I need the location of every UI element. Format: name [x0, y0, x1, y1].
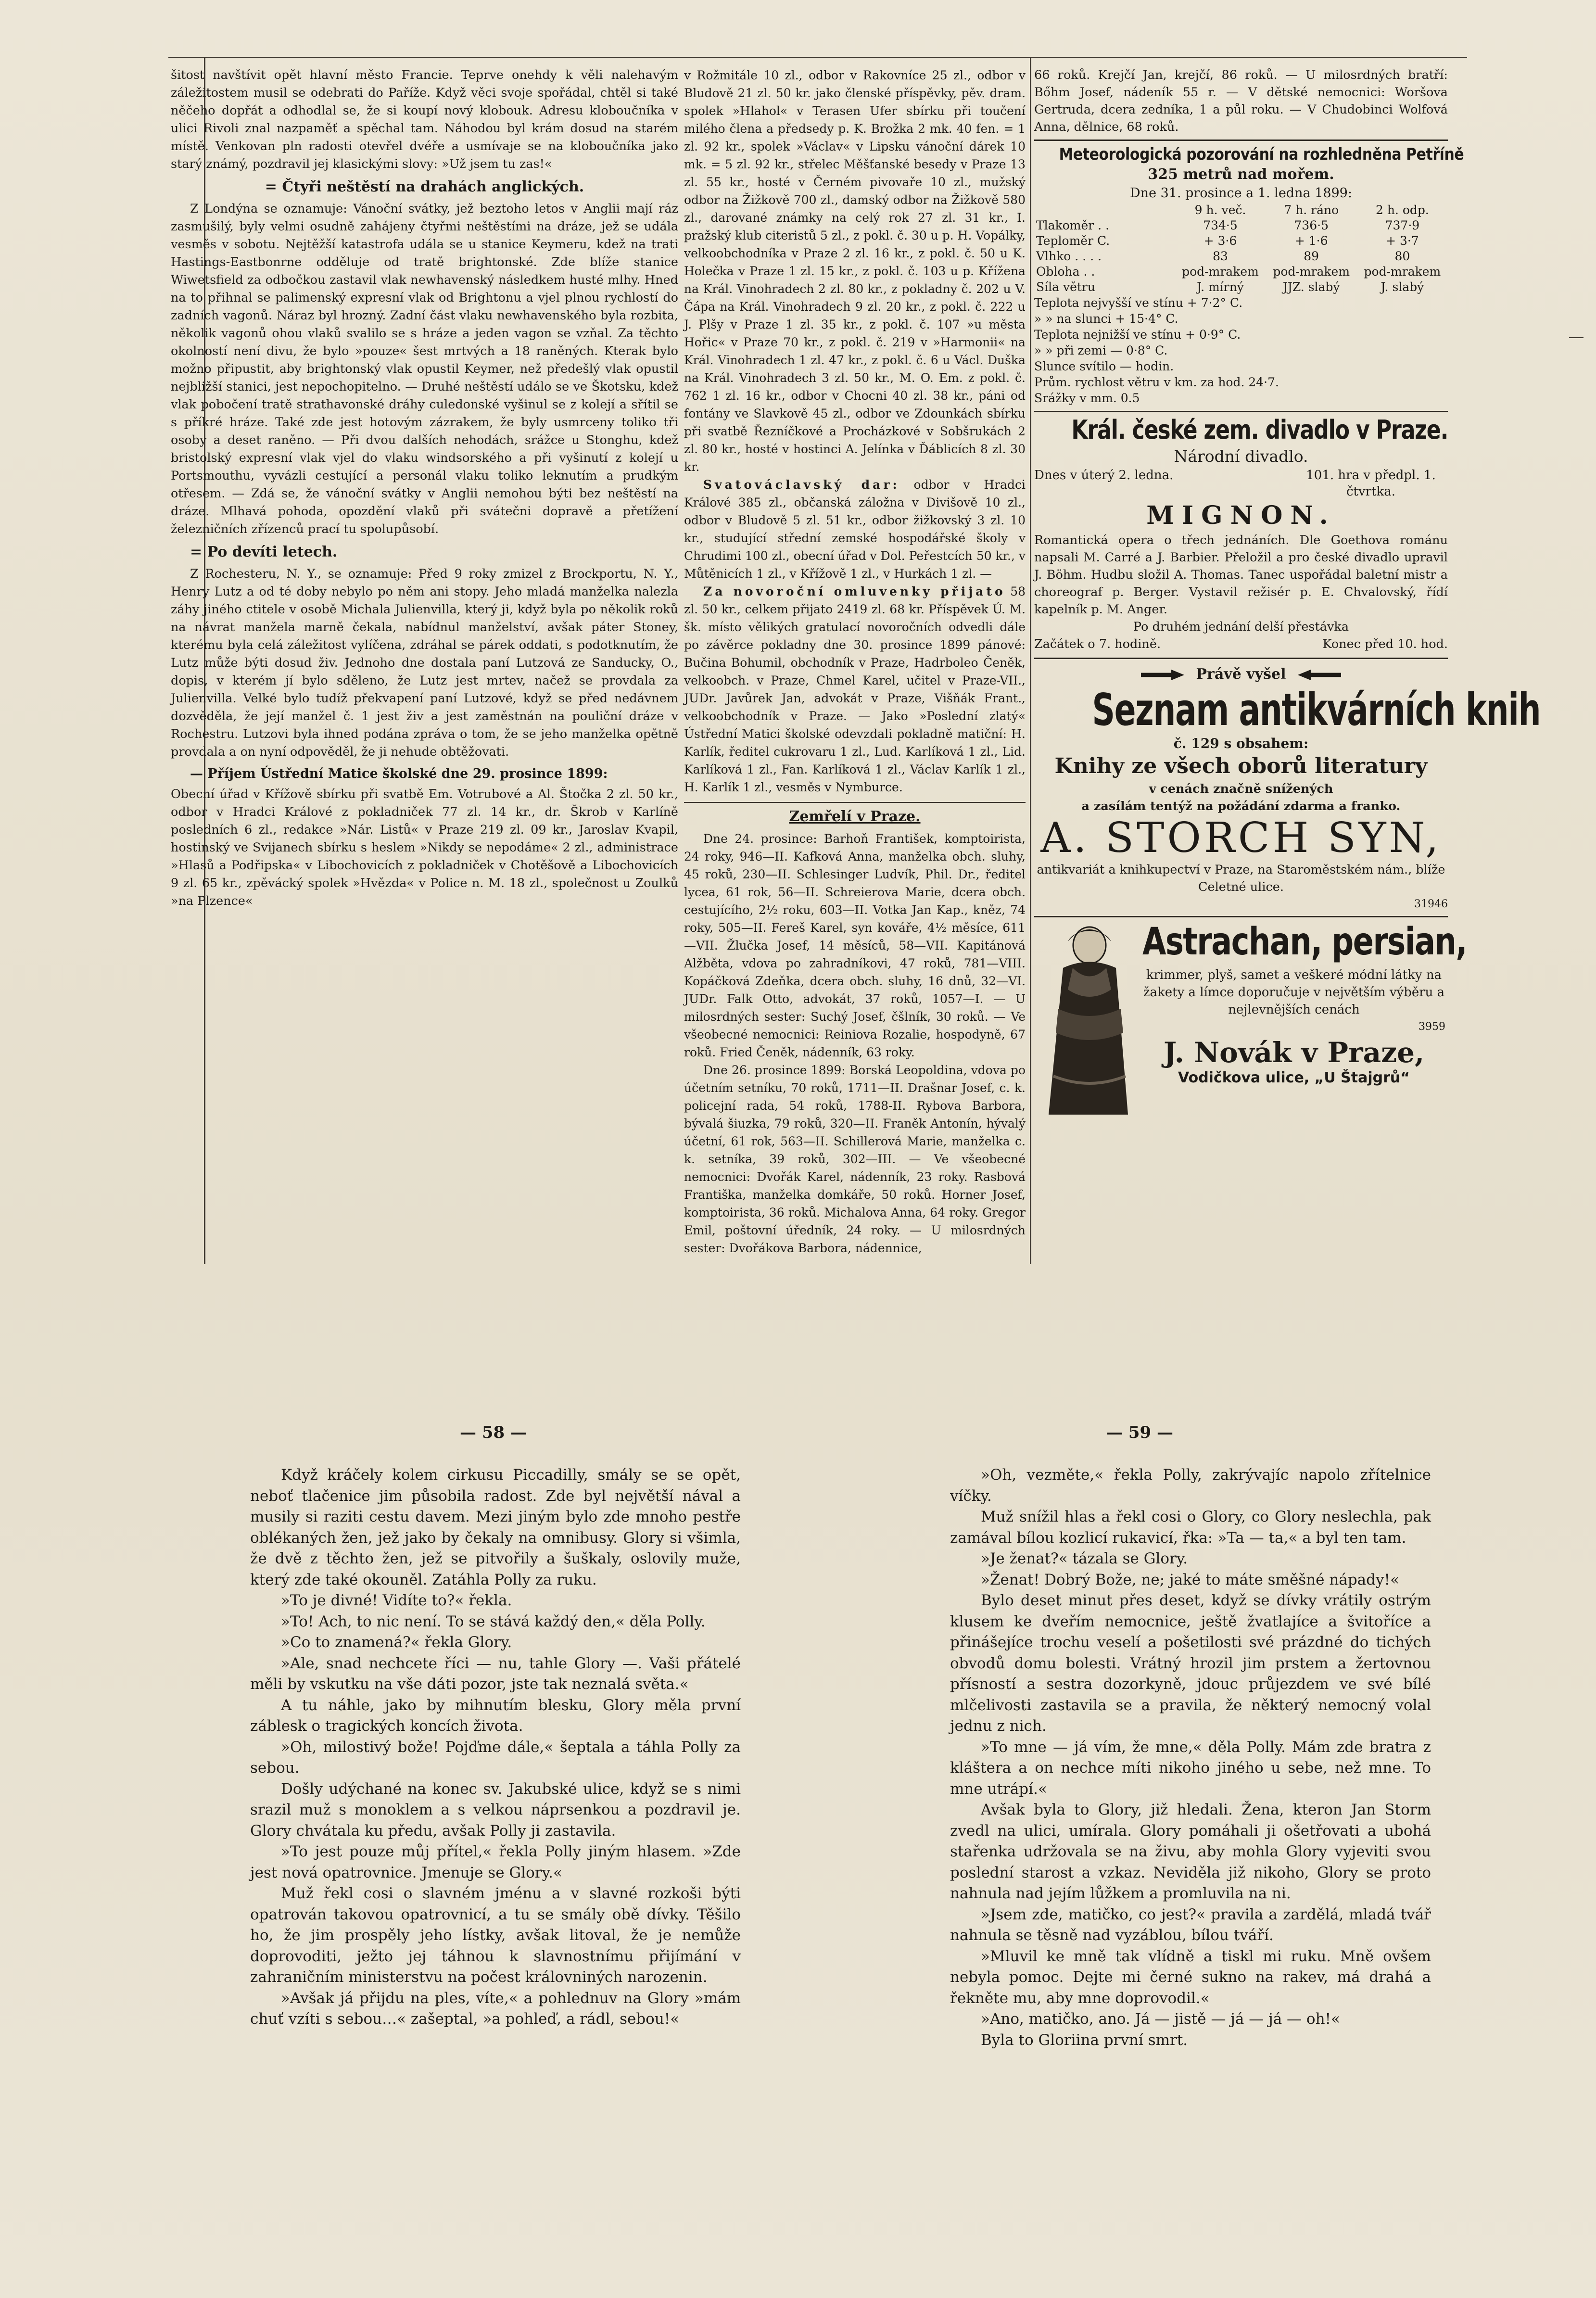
page-number-58: — 58 — — [460, 1423, 527, 1442]
paris-hat-story: šitost navštívit opět hlavní město Francie. Teprve onehdy k věli nalehavým záležitostem musil se odebrati do Paříže. Když věci svoje spořádal, chtěl si také něčeho dopřát a odhodlal se, že si koupí nový klobouk. Adresu kloboučníka v ulici Rivoli znal nazpaměť a spěchal tam. Náhodou byl krám dosud na starém místě. Venkovan pln radosti otevřel dvéře a usmívaje se na kloboučníka jako starý známý, pozdravil jej klasickými slovy: »Už jsem tu zas!« — [171, 68, 678, 171]
cell: pod-mrakem — [1364, 265, 1441, 279]
p58-para-8: Došly udýchané na konec sv. Jakubské ulice, když se s nimi srazil muž s monoklem a s velkou náprsenkou a pozdravil je. Glory chvátala ku předu, avšak Polly ji zastavila. — [250, 1780, 741, 1840]
p58-para-2: »To je divné! Vidíte to?« řekla. — [281, 1592, 512, 1609]
svatovaclavsky-dar-label: Svatováclavský dar: — [703, 478, 900, 492]
catalogue-number: č. 129 s obsahem: — [1173, 736, 1309, 751]
deaths-continued: 66 roků. Krejčí Jan, krejčí, 86 roků. — U milosrdných bratří: Bőhm Josef, nádeník 55 r. — V dětské nemocnici: Woršova Gertruda, dcera zedníka, 1 a půl roku. — V Chudobinci Wolfová Anna, dělnice, 68 roků. — [1034, 68, 1448, 134]
p58-para-3: »To! Ach, to nic není. To se stává každý den,« děla Polly. — [281, 1612, 706, 1630]
svatovaclavsky-dar-text: odbor v Hradci Králové 385 zl., občanská záložna v Divišově 10 zl., odbor v Bludově 5 zl. 51 kr., odbor žižkovský 3 zl. 10 kr., studující střední zemské hospodářské školy v Chrudimi 100 zl., obecní úřad v Dol. Peřestcích 50 kr., v Můtěnicích 1 zl., v Křížově 1 zl., v Hurkách 1 zl. — — [684, 478, 1026, 581]
ad-banner — [1034, 664, 1448, 685]
cell: JJZ. slabý — [1282, 280, 1340, 294]
row-label: Teploměr C. — [1036, 234, 1110, 248]
p59-para-2: Muž snížil hlas a řekl cosi o Glory, co Glory neslechla, pak zamával bílou kozlicí rukavicí, řka: »Ta — ta,« a byl ten tam. — [950, 1508, 1431, 1547]
cell: 734·5 — [1203, 218, 1238, 232]
cell: + 3·7 — [1386, 234, 1419, 248]
p58-para-6: A tu náhle, jako by mihnutím blesku, Glory měla první záblesk o tragických koncích života. — [250, 1696, 741, 1735]
cell: 736·5 — [1294, 218, 1329, 232]
weather-row-temperature — [1034, 233, 1448, 249]
p59-para-7: Avšak byla to Glory, již hledali. Žena, kteron Jan Storm zvedl na ulici, umírala. Glory pomáhali ji ošetřovati a ubohá stařenka udržovala se na živu, aby mohla Glory vyjeviti svou poslední starost a vzkaz. Neviděla již nikoho, Glory se proto nahnula nad jejím lůžkem a promluvila na ni. — [950, 1801, 1431, 1902]
p59-para-9: »Mluvil ke mně tak vlídně a tiskl mi ruku. Mně ovšem nebyla pomoc. Dejte mi černé sukno na rakev, má drahá a řekněte mu, aby mne doprovodil.« — [950, 1947, 1431, 2007]
cell: + 1·6 — [1294, 234, 1328, 248]
cell: J. slabý — [1381, 280, 1424, 294]
time-morning: 7 h. ráno — [1284, 203, 1339, 217]
row-label: Obloha . . — [1036, 265, 1095, 279]
p58-para-4: »Co to znamená?« řekla Glory. — [281, 1634, 512, 1651]
theatre-start: Začátek o 7. hodině. — [1034, 637, 1161, 651]
column-1-main — [171, 66, 678, 1264]
novorocni-label: Za novoroční omluvenky přijato — [703, 584, 1006, 598]
p58-para-1: Když kráčely kolem cirkusu Piccadilly, smály se se opět, neboť tlačenice jim působila radost. Zde byl největší nával a musily si raziti cestu davem. Mezi jiným bylo zde mnoho pestře oblékaných žen, jež jako by čekaly na omnibusy. Glory si všimla, že dvě z těchto žen, jež se pitvořily a šuškaly, oslovily muže, který zde také okouněl. Zatáhla Polly za ruku. — [250, 1466, 741, 1588]
ad-code: 31946 — [1414, 898, 1448, 910]
p59-para-4: »Ženat! Dobrý Bože, ne; jaké to máte směšné nápady!« — [981, 1571, 1399, 1588]
row-label: Tlakoměr . . — [1036, 218, 1110, 232]
p58-para-7: »Oh, milostivý bože! Pojďme dále,« šeptala a táhla Polly za sebou. — [250, 1738, 741, 1777]
page-number-59: — 59 — — [1106, 1423, 1173, 1442]
weather-row-sky — [1034, 264, 1448, 279]
astrachan-title: Astrachan, persian, — [1142, 920, 1467, 964]
p59-para-1: »Oh, vezměte,« řekla Polly, zakrývajíc napolo zřítelnice víčky. — [950, 1466, 1431, 1505]
row-label: Vlhko . . . . — [1036, 249, 1102, 263]
novak-address: Vodičkova ulice, „U Štajgrů“ — [1178, 1069, 1410, 1086]
theatre-box — [1034, 411, 1448, 653]
wx-line-4: » » při zemi — 0·8° C. — [1034, 343, 1168, 357]
theatre-intermission: Po druhém jednání delší přestávka — [1133, 620, 1349, 634]
p59-para-5: Bylo deset minut přes deset, když se dívky vrátily ostrým klusem ke dveřím nemocnice, ještě žvatlajíce a švitoříce a přinášejíce trochu veselí a pošetilosti své prázdné do tichých obvodů domu bolesti. Vrátný hrozil jim prstem a žertovnou přísností a sestra dozorkyně, jdouc průjezdem ve své bílé mlčelivosti zastavila se a pravila, že některý nemocný volal jednu z nich. — [950, 1592, 1431, 1735]
pointing-hand-icon — [1141, 670, 1184, 680]
top-rule — [168, 57, 1467, 58]
p58-para-10: Muž řekl cosi o slavném jménu a v slavné rozkoši býti opatrován takovou opatrovnicí, a tu se smály obě dívky. Těšilo ho, že jim prospěly jeho lístky, avšak litoval, že je nemůže doprovoditi, ježto jej táhnou k slavnostnímu přijímání v zahraničním ministerstvu na počest královniných narozenin. — [250, 1885, 741, 1986]
time-afternoon: 2 h. odp. — [1375, 203, 1429, 217]
cell: 80 — [1394, 249, 1410, 263]
matice-income-text: Obecní úřad v Křížově sbírku při svatbě Em. Votrubové a Al. Štočka 2 zl. 50 kr., odbor v Hradci Králové z pokladniček 77 zl. 14 kr., dr. Škrob v Karlíně posledních 6 zl., redakce »Nár. Listů« v Praze 219 zl. 09 kr., Jaroslav Kvapil, hostinský ve Svijanech sbírku s heslem »Nikdy se nepodáme« 2 zl., administrace »Hlasů a Podřipska« v Libochovicích z pokladniček v Chotěšově a Libochovicích 9 zl. 65 kr., zpěvácký spolek »Hvězda« v Police n. M. 18 zl., společnost u Zoulků »na Plzence« — [171, 787, 678, 908]
antique-books-ad — [1034, 658, 1541, 913]
firm-name-novak: J. Novák v Praze, — [1163, 1036, 1425, 1069]
weather-date: Dne 31. prosince a 1. ledna 1899: — [1130, 186, 1352, 201]
column-2-text — [684, 66, 1026, 1264]
railway-accidents-text: Z Londýna se oznamuje: Vánoční svátky, jež beztoho letos v Anglii mají ráz zasmušilý, byly velmi osudně zahájeny čtyřmi neštěstími na dráze, jež se udála vesměs v sobotu. Nejtěžší katastrofa udála se u stanice Keymeru, kdež na trati Hastings-Eastbonrne odděluje od tratě brightonské. Zde blíže stanice Wiwetsfield za odbočkou zastavil vlak newhavenský následkem husté mlhy. Hned na to přihnal se palimenský expresní vlak od Brightonu a vjel plnou rychlostí do zadních vagonů. Náraz byl hrozný. Zadní část vlaku newhavenského byla rozbita, několik vagonů ohou vlaků svalilo se s hráze a jeden vagon se vzňal. Za těchto okolností není divu, že bylo »pouze« šest mrtvých a 18 raněných. Kterak bylo možno připustit, aby brightonský vlak opustil Keymer, než předešlý vlak opustil nejbližší stanici, jest nepochopitelno. — Druhé neštěstí událo se ve Škotsku, kdež vlak pobočení tratě strathavonské dráhy culedonské vyšinul se z kolejí a sřítil se s příkré hráze. Také zde jest hotovým zázrakem, že byly usmrceny toliko tři osoby a deset raněno. — Při dvou dalších nehodách, srážce u Stonghu, kdež bristolský expresní vlak vjel do vlaku windsorského a při vyšinutí z kolejí u Portsmouthu, vyvázli cestující a personál vlaku toliko leknutím a prudkým otřesem. — Zdá se, že vánoční svátky v Anglii nemohou býti bez neštěstí na dráze. Mlhavá pohoda, opozdění vlaků při svátečni dopravě a přetížení železničních zřízenců prací tu spolupůsobí. — [171, 202, 678, 536]
opera-title: MIGNON. — [1146, 501, 1336, 530]
headline-matice-income: — Příjem Ústřední Matice školské dne 29. prosince 1899: — [190, 766, 608, 781]
astrachan-code: 3959 — [1419, 1021, 1445, 1033]
p59-para-10: »Ano, matičko, ano. Já — jistě — já — já — oh!« — [981, 2010, 1340, 2028]
weather-box — [1034, 140, 1464, 406]
novel-page-59 — [950, 1465, 1431, 2273]
opera-description: Romantická opera o třech jednáních. Dle Goethova románu napsali M. Carré a J. Barbier. Přeložil a pro české divadlo upravil J. Böhm. Hudbu složil A. Thomas. Tanec uspořádal baletní mistr a choreograf p. Berger. Vystavil režisér p. E. Chvalovský, řídí kapelník p. M. Anger. — [1034, 533, 1448, 617]
firm-address: antikvariát a knihkupectví v Praze, na Staroměstském nám., blíže Celetné ulice. — [1037, 863, 1445, 894]
weather-row-humidity — [1034, 249, 1448, 264]
deaths-26-december: Dne 26. prosince 1899: Borská Leopoldina, vdova po účetním setníku, 70 roků, 1711—II. Drašnar Josef, c. k. policejní rada, 54 roků, 1788-II. Rybova Barbora, bývalá šiuzka, 79 roků, 320—II. Franěk Antonín, hývalý účetní, 61 rok, 563—II. Schillerová Marie, manželka c. k. setníka, 39 roků, 302—III. — Ve všeobecné nemocnici: Dvořák Karel, nádenník, 23 roky. Rasbová Františka, manželka domkáře, 50 roků. Horner Josef, komptoirista, 36 roků. Michalova Anna, 64 roky. Gregor Emil, poštovní úředník, 24 roky. — U milosrdných sester: Dvořákova Barbora, nádennice, — [684, 1063, 1026, 1255]
nine-years-text: Z Rochesteru, N. Y., se oznamuje: Před 9 roky zmizel z Brockportu, N. Y., Henry Lutz a od té doby nebylo po něm ani stopy. Jeho mladá manželka nalezla záhy jiného ctitele v osobě Michala Julienvilla, který ji, když byla po několik roků na návrat manžela marně čekala, nabídnul manželství, avšak páter Stoney, kterému byla celá záležitost vylíčena, zdráhal se párek oddati, s podotknutím, že Lutz může býti dosud živ. Jednoho dne dostala paní Lutzová ze Sanducky, O., dopis, v kterém jí bylo sděleno, že Lutz jest mrtev, načež se provdala za Julienvilla. Velké bylo tudíž překvapení paní Lutzové, když se před nedávnem dozvěděla, že její manžel č. 1 jest živ a jest zaměstnán na pouliční dráze v Rochestru. Lutzovi byla ihned podána zpráva o tom, že se jeho manželka opětně provdala a on nyní odpověděl, že ji nehude obtěžovati. — [171, 567, 678, 759]
column-rule-2 — [1030, 58, 1031, 1264]
weather-row-pressure — [1034, 218, 1448, 233]
weather-table — [1034, 203, 1448, 295]
row-label: Síla větru — [1036, 280, 1095, 294]
matice-donations-continued: v Rožmitále 10 zl., odbor v Rakovníce 25 zl., odbor v Bludově 21 zl. 50 kr. jako členské příspěvky, pěv. dram. spolek »Hlahol« v Terasen Ufer sbírku při toučení milého člena a předsedy p. K. Brožka 2 mk. 40 fen. = 1 zl. 92 kr., spolek »Václav« v Lipsku vánoční dárek 10 mk. = 5 zl. 92 kr., střelec Měšťanské besedy v Praze 13 zl. 55 kr., hosté v Černém pivovaře 10 zl., mužský odbor na Žižkově 700 zl., damský odbor na Žižkově 580 zl., darované známky na celý rok 27 zl. 31 kr., I. pražský klub citeristů 5 zl., z pokl. č. 30 u p. H. Vopálky, velkoobchodníka v Praze 2 zl. 16 kr., z pokl. č. 50 u K. Holečka v Praze 1 zl. 15 kr., z pokl. č. 103 u p. Kříženа na Král. Vinohradech 2 zl. 80 kr., z pokladny č. 202 u V. Čápa na Král. Vinohradech 9 zl. 20 kr., z pokl. č. 222 u J. Plšy v Praze 1 zl. 35 kr., z pokl. č. 107 »u města Hořic« v Praze 70 kr., z pokl. č. 219 v »Harmonii« na Král. Vinohradech 1 zl. 47 kr., z pokl. č. 6 u Václ. Duška na Král. Vinohradech 3 zl. 50 kr., M. O. Em. z pokl. č. 762 1 zl. 16 kr., odbor v Chocni 40 zl. 38 kr., páni od fontány ve Slavkově 45 zl., odbor ve Zdounkách sbírku při svatbě Řezníčkové a Procházkové v Sobšrukách 2 zl. 80 kr., hosté v hostinci A. Jelínka v Ďáblicích 8 zl. 30 kr. — [684, 68, 1026, 474]
p58-para-9: »To jest pouze můj přítel,« řekla Polly jiným hlasem. »Zde jest nová opatrovnice. Jmenuje se Glory.« — [250, 1843, 741, 1881]
headline-deaths-prague: Zemřelí v Praze. — [789, 808, 921, 825]
right-edge-mark — [1569, 337, 1583, 338]
firm-name-storch: A. STORCH SYN, — [1040, 814, 1442, 862]
wx-line-5: Slunce svítilo — hodin. — [1034, 359, 1174, 373]
novel-page-58 — [250, 1465, 741, 2273]
astrachan-ad — [1034, 916, 1467, 1143]
weather-times-row — [1034, 203, 1448, 218]
cell: pod-mrakem — [1182, 265, 1259, 279]
astrachan-text: krimmer, plyš, samet a veškeré módní látky na žakety a límce doporučuje v největším výběru a nejlevnějších cenách — [1143, 968, 1445, 1017]
cell: pod-mrakem — [1273, 265, 1350, 279]
catalogue-line-1: v cenách značně snížených — [1149, 782, 1333, 796]
p59-para-11: Byla to Gloriina první smrt. — [981, 2031, 1188, 2049]
theatre-title: Král. české zem. divadlo v Praze. — [1071, 415, 1448, 445]
cell: 83 — [1213, 249, 1228, 263]
theatre-subtitle: Národní divadlo. — [1174, 447, 1308, 466]
weather-title: Meteorologická pozorování na rozhledněna Petříně — [1059, 145, 1464, 164]
catalogue-books: Knihy ze všech oborů literatury — [1054, 754, 1428, 778]
wx-line-6: Prům. rychlost větru v km. za hod. 24·7. — [1034, 375, 1279, 389]
catalogue-title: Seznam antikvárních knih — [1092, 684, 1541, 736]
pointing-hand-icon — [1298, 670, 1341, 680]
deaths-24-december: Dne 24. prosince: Barhoň František, komptoirista, 24 roky, 946—II. Kafková Anna, manželka obch. sluhy, 45 roků, 230—II. Schlesinger Ludvík, Phil. Dr., ředitel lycea, 61 rok, 56—II. Schreierova Marie, dcera obch. cestujícího, 2½ roku, 603—II. Votka Jan Kap., kněz, 74 roky, 505—II. Fereš Karel, syn kováře, 4½ měsíce, 611—VII. Žlučka Josef, 14 měsíců, 58—VII. Kapitánová Alžběta, vdova po zahradníkovi, 47 roků, 781—VIII. Kopáčková Zdeňka, dcera obch. sluhy, 16 dnů, 32—VI. JUDr. Falk Otto, advokát, 37 roků, 1057—I. — U milosrdných sester: Suchý Josef, čšlník, 30 roků. — Ve všeobecné nemocnici: Reiniova Rozalie, hospodyně, 67 roků. Fried Čeněk, nádenník, 63 roky. — [684, 832, 1026, 1059]
wx-line-3: Teplota nejnižší ve stínu + 0·9° C. — [1034, 328, 1241, 342]
theatre-day: Dnes v úterý 2. ledna. — [1034, 468, 1174, 482]
headline-nine-years: = Po devíti letech. — [190, 544, 338, 560]
time-evening: 9 h. več. — [1194, 203, 1246, 217]
catalogue-line-2: a zasílám tentýž na požádání zdarma a franko. — [1081, 799, 1401, 813]
p58-para-5: »Ale, snad nechcete říci — nu, tahle Glory —. Vaši přátelé měli by vskutku na vše dáti pozor, jste tak neznalá světa.« — [250, 1654, 741, 1693]
headline-railway-accidents: = Čtyři neštěstí na drahách anglických. — [265, 178, 584, 195]
p59-para-3: »Je ženat?« tázala se Glory. — [981, 1550, 1188, 1567]
cell: J. mírný — [1197, 280, 1244, 294]
p58-para-11: »Avšak já přijdu na ples, víte,« a pohlednuv na Glory »mám chuť vzíti s sebou…« zašeptal, »a pohleď, a rádl, sebou!« — [250, 1989, 741, 2028]
theatre-end: Konec před 10. hod. — [1322, 637, 1448, 651]
wx-line-2: » » na slunci + 15·4° C. — [1034, 312, 1178, 326]
cell: 737·9 — [1385, 218, 1420, 232]
ad-banner-text: Právě vyšel — [1196, 666, 1286, 683]
weather-row-wind — [1034, 279, 1448, 295]
wx-line-1: Teplota nejvyšší ve stínu + 7·2° C. — [1034, 296, 1243, 310]
novorocni-text: 58 zl. 50 kr., celkem přijato 2419 zl. 68 kr. Příspěvek Ú. M. šk. místo vělikých gratulací novoročních odvedli dále po závěrce pokladny dne 30. prosince 1899 pánové: Bučina Bohumil, obchodník v Praze, Hadrboleo Čeněk, velkoobch. v Praze, Chmel Karel, učitel v Praze-VII., JUDr. Javůrek Jan, advokát v Praze, Višňák Frant., velkoobchodník v Praze. — Jako »Poslední zlatý« Ústřední Matici školské odevzdali pokladně matiční: H. Karlík, ředitel cukrovaru 1 zl., Lud. Karlíková 1 zl., Lid. Karlíková 1 zl., Fan. Karlíková 1 zl., Václav Karlík 1 zl., H. Karlík 1 zl., vesměs v Nymburce. — [684, 584, 1026, 794]
lady-in-fur-illustration — [1039, 922, 1135, 1119]
p59-para-8: »Jsem zde, matičko, co jest?« pravila a zardělá, mladá tvář nahnula se těsně nad vyzáblou, bílou tváří. — [950, 1905, 1431, 1944]
cell: + 3·6 — [1203, 234, 1237, 248]
cell: 89 — [1304, 249, 1319, 263]
column-3 — [1034, 66, 1541, 1264]
weather-altitude: 325 metrů nad mořem. — [1148, 166, 1334, 183]
theatre-performance: 101. hra v předpl. 1. čtvrtka. — [1306, 468, 1436, 499]
wx-line-7: Srážky v mm. 0.5 — [1034, 391, 1140, 405]
p59-para-6: »To mne — já vím, že mne,« děla Polly. Mám zde bratra z kláštera a on nechce míti nikoho jiného u sebe, než mne. To mne utrápí.« — [950, 1738, 1431, 1798]
